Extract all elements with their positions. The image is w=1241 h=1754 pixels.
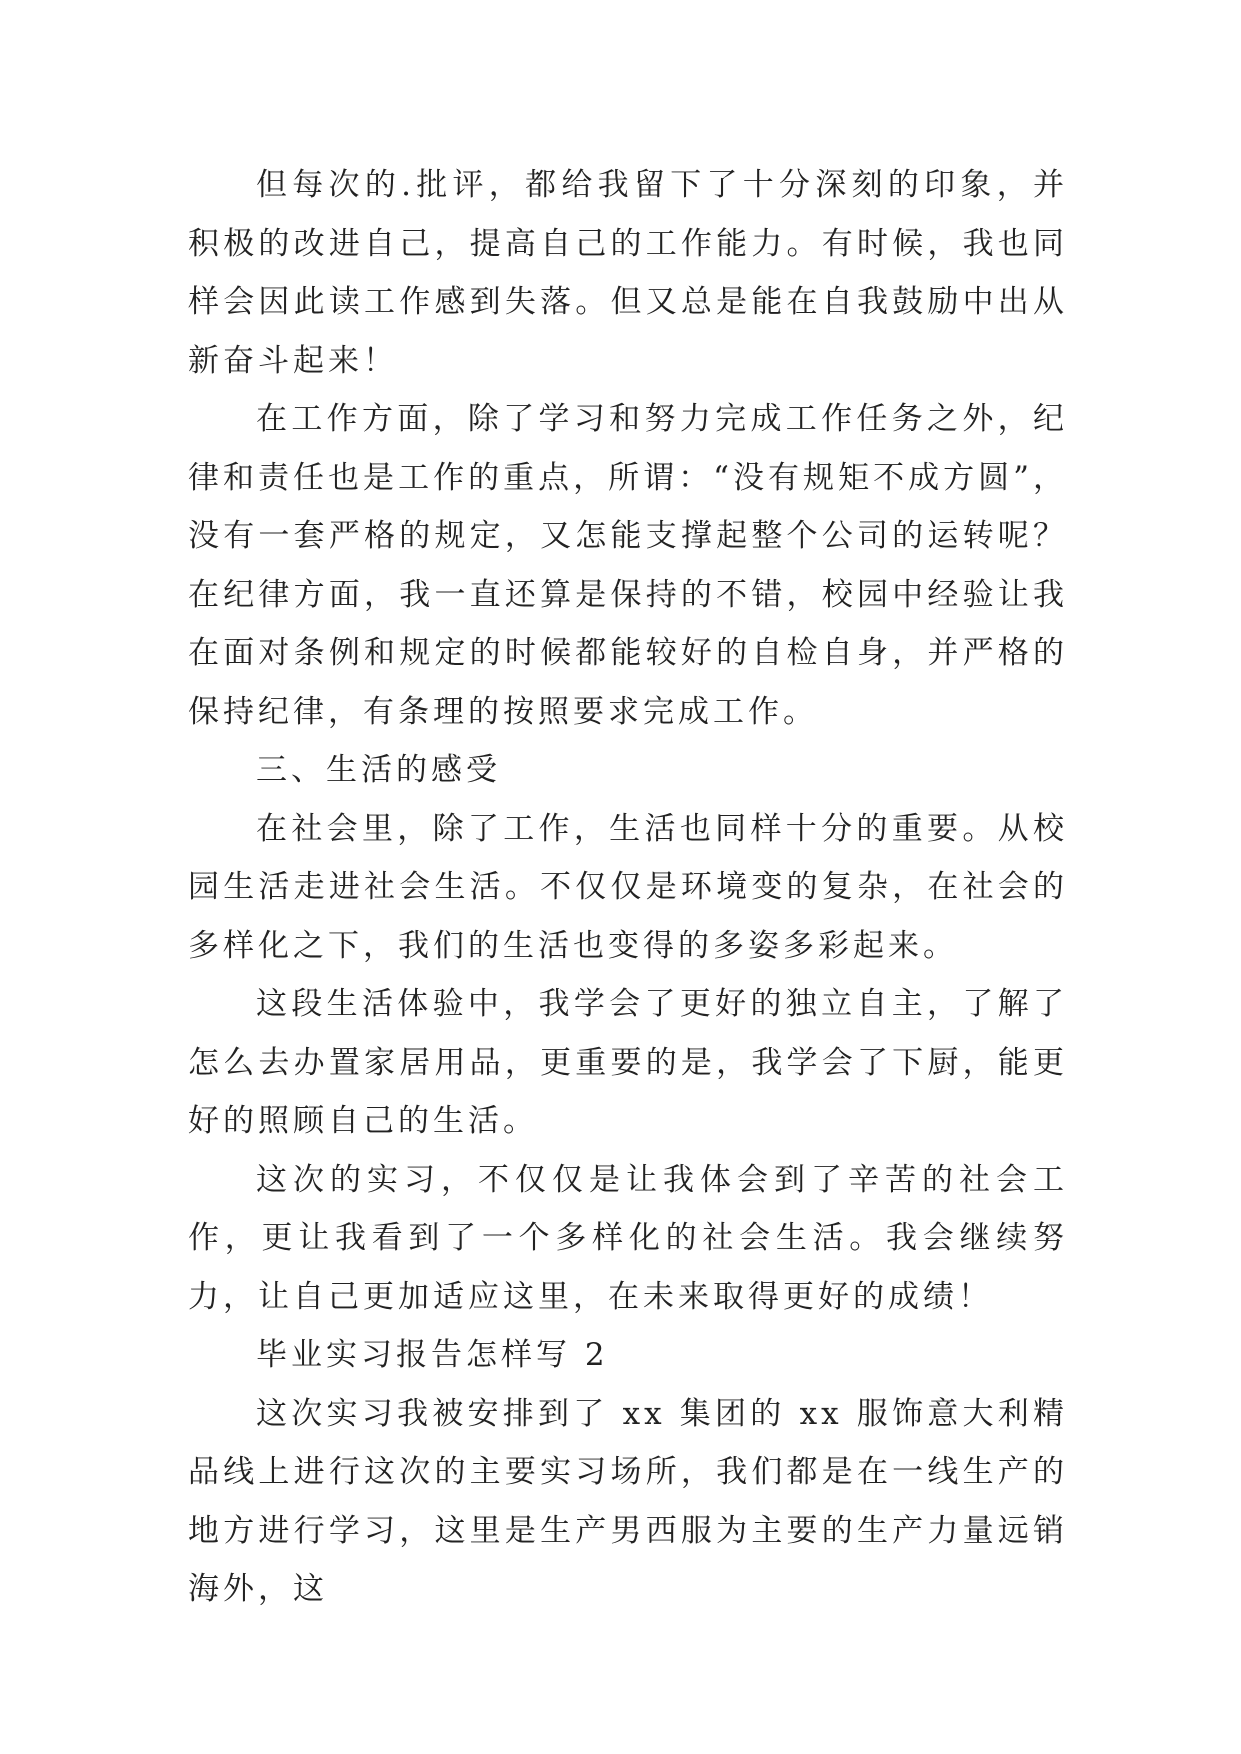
- section-heading-life: 三、生活的感受: [256, 752, 501, 788]
- paragraph-life-experience: 这段生活体验中，我学会了更好的独立自主，了解了怎么去办置家居用品，更重要的是，我学会了下厨，能更好的照顾自己的生活。: [188, 986, 1068, 1139]
- paragraph-social-life: 在社会里，除了工作，生活也同样十分的重要。从校园生活走进社会生活。不仅仅是环境变的复杂，在社会的多样化之下，我们的生活也变得的多姿多彩起来。: [188, 810, 1068, 964]
- paragraph-discipline: 在工作方面，除了学习和努力完成工作任务之外，纪律和责任也是工作的重点，所谓：“没有规矩不成方圆”，没有一套严格的规定，又怎能支撑起整个公司的运转呢？在纪律方面，我一直还算是保持的不错，校园中经验让我在面对条例和规定的时候都能较好的自检自身，并严格的保持纪律，有条理的按照要求完成工作。: [188, 401, 1068, 730]
- document-body: [188, 156, 1068, 1619]
- section-heading-report-2: 毕业实习报告怎样写 2: [256, 1337, 609, 1373]
- paragraph-internship-placement: 这次实习我被安排到了 xx 集团的 xx 服饰意大利精品线上进行这次的主要实习场所，我们都是在一线生产的地方进行学习，这里是生产男西服为主要的生产力量远销海外，这: [188, 1395, 1068, 1607]
- paragraph-criticism: 但每次的.批评，都给我留下了十分深刻的印象，并积极的改进自己，提高自己的工作能力。有时候，我也同样会因此读工作感到失落。但又总是能在自我鼓励中出从新奋斗起来！: [188, 167, 1068, 379]
- paragraph-internship-summary: 这次的实习，不仅仅是让我体会到了辛苦的社会工作，更让我看到了一个多样化的社会生活。我会继续努力，让自己更加适应这里，在未来取得更好的成绩！: [188, 1161, 1068, 1315]
